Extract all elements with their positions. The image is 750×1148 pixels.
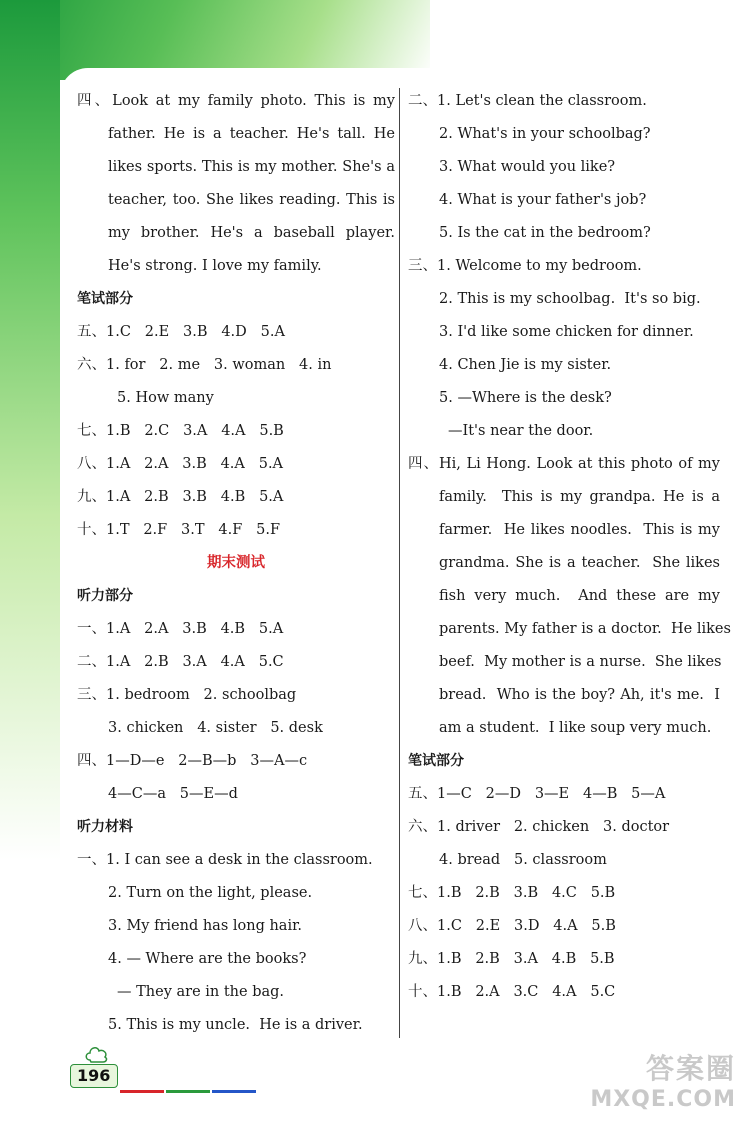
answer-row-5: 五、1.C 2.E 3.B 4.D 5.A [77, 324, 285, 340]
answer-row-10: 十、1.T 2.F 3.T 4.F 5.F [77, 522, 281, 538]
passage-r4-line: grandma. She is a teacher. She likes [439, 555, 720, 571]
page-number: 196 [77, 1066, 111, 1085]
watermark-line-1: 答案圈 [645, 1052, 736, 1085]
passage-4-line: teacher, too. She likes reading. This is [108, 192, 395, 208]
watermark [590, 1047, 736, 1112]
passage-r4-line: family. This is my grandpa. He is a [439, 489, 720, 505]
watermark-line-2: MXQE.COM [590, 1087, 736, 1112]
page-number-box [70, 1064, 118, 1088]
written-section-header: 笔试部分 [77, 291, 133, 307]
material-line: 4. — Where are the books? [108, 951, 307, 967]
column-divider [399, 88, 400, 1038]
side-gradient [0, 0, 60, 860]
material-line: — They are in the bag. [117, 984, 285, 1000]
footer-stripe-blue [212, 1090, 256, 1093]
passage-4-line: likes sports. This is my mother. She's a [108, 159, 395, 175]
listening-row-1: 一、1.A 2.A 3.B 4.B 5.A [77, 621, 284, 637]
material-line: 5. This is my uncle. He is a driver. [108, 1017, 363, 1033]
material-line: 4. Chen Jie is my sister. [439, 357, 612, 373]
answer-row-5: 五、1—C 2—D 3—E 4—B 5—A [408, 786, 666, 802]
left-column [77, 85, 395, 1042]
answer-row-10: 十、1.B 2.A 3.C 4.A 5.C [408, 984, 616, 1000]
passage-r4-head: 四、Hi, Li Hong. Look at this photo of my [408, 456, 720, 472]
passage-r4-line: am a student. I like soup very much. [439, 720, 712, 736]
material-line: 三、1. Welcome to my bedroom. [408, 258, 642, 274]
answer-row-7: 七、1.B 2.C 3.A 4.A 5.B [77, 423, 284, 439]
passage-4-line: He's strong. I love my family. [108, 258, 322, 274]
material-line: —It's near the door. [448, 423, 594, 439]
cloud-icon [84, 1044, 110, 1064]
passage-r4-line: parents. My father is a doctor. He likes [439, 621, 731, 637]
answer-row-8: 八、1.C 2.E 3.D 4.A 5.B [408, 918, 616, 934]
listening-section-header: 听力部分 [77, 588, 133, 604]
passage-4-line: my brother. He's a baseball player. [108, 225, 395, 241]
answer-row-7: 七、1.B 2.B 3.B 4.C 5.B [408, 885, 616, 901]
answer-row-9: 九、1.A 2.B 3.B 4.B 5.A [77, 489, 284, 505]
final-test-title: 期末测试 [207, 555, 265, 571]
passage-r4-line: beef. My mother is a nurse. She likes [439, 654, 722, 670]
material-line: 2. Turn on the light, please. [108, 885, 313, 901]
answer-row-6-cont: 5. How many [117, 390, 214, 406]
material-line: 5. —Where is the desk? [439, 390, 612, 406]
answer-row-8: 八、1.A 2.A 3.B 4.A 5.A [77, 456, 284, 472]
listening-row-3-cont: 3. chicken 4. sister 5. desk [108, 720, 323, 736]
material-line: 二、1. Let's clean the classroom. [408, 93, 647, 109]
passage-4-head: 四、Look at my family photo. This is my [77, 93, 395, 109]
material-line: 2. What's in your schoolbag? [439, 126, 651, 142]
material-line: 4. What is your father's job? [439, 192, 647, 208]
answer-row-6-cont: 4. bread 5. classroom [439, 852, 607, 868]
answer-row-6: 六、1. driver 2. chicken 3. doctor [408, 819, 670, 835]
listening-row-4: 四、1—D—e 2—B—b 3—A—c [77, 753, 308, 769]
material-line: 一、1. I can see a desk in the classroom. [77, 852, 373, 868]
passage-4-line: father. He is a teacher. He's tall. He [108, 126, 395, 142]
listening-row-3: 三、1. bedroom 2. schoolbag [77, 687, 297, 703]
passage-r4-line: bread. Who is the boy? Ah, it's me. I [439, 687, 720, 703]
listening-row-4-cont: 4—C—a 5—E—d [108, 786, 238, 802]
listening-row-2: 二、1.A 2.B 3.A 4.A 5.C [77, 654, 284, 670]
material-line: 2. This is my schoolbag. It's so big. [439, 291, 701, 307]
material-line: 3. What would you like? [439, 159, 616, 175]
passage-r4-line: fish very much. And these are my [439, 588, 720, 604]
footer-stripe-green [166, 1090, 210, 1093]
page-footer [70, 1040, 270, 1100]
right-column [408, 85, 731, 1009]
material-line: 3. I'd like some chicken for dinner. [439, 324, 694, 340]
footer-stripe-red [120, 1090, 164, 1093]
written-section-header: 笔试部分 [408, 753, 464, 769]
listening-material-header: 听力材料 [77, 819, 133, 835]
material-line: 3. My friend has long hair. [108, 918, 303, 934]
answer-row-6: 六、1. for 2. me 3. woman 4. in [77, 357, 332, 373]
material-line: 5. Is the cat in the bedroom? [439, 225, 651, 241]
passage-r4-line: farmer. He likes noodles. This is my [439, 522, 720, 538]
answer-row-9: 九、1.B 2.B 3.A 4.B 5.B [408, 951, 615, 967]
